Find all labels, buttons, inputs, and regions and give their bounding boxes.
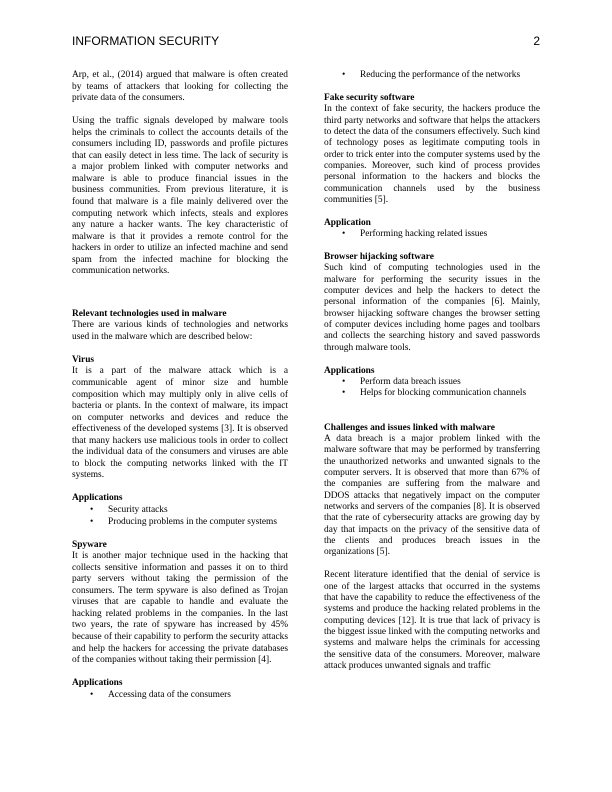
virus-applications-list: [72, 505, 288, 528]
bullet-icon: •: [342, 70, 346, 80]
bullet-icon: •: [342, 376, 346, 387]
spyware-paragraph: It is another major technique used in the hacking that collects sensitive information and passes it on to third party servers without taking the permission of the consumers. The term spyware is also defined as Trojan viruses that are capable to handle and evaluate the hacking related problems in the companies. In the last two years, the rate of spyware has increased by 45% because of their capability to perform the security attacks and help the hackers for accessing the private databases of the companies without taking their permission [4].: [72, 551, 288, 666]
intro-paragraph: Arp, et al., (2014) argued that malware is often created by teams of attackers that looking for collecting the private data of the consumers.: [72, 70, 288, 104]
fake-security-heading: Fake security software: [324, 92, 415, 103]
list-item: • Security attacks: [90, 505, 168, 515]
fake-security-paragraph: In the context of fake security, the hackers produce the third party networks and software that helps the attackers to detect the data of the consumers effectively. Such kind of technology poses as legitimate computing tools in order to trick enter into the computer systems used by the companies. Moreover, such kind of process provides personal information to the hackers and blocks the communication channels used by the business communities [5].: [324, 104, 540, 205]
list-item: • Performing hacking related issues: [342, 229, 488, 240]
right-column: [324, 70, 540, 672]
spyware-applications-heading: Applications: [72, 678, 123, 689]
list-item: • Accessing data of the consumers: [90, 689, 231, 700]
page-header: [72, 34, 540, 50]
bullet-icon: •: [90, 516, 94, 527]
spyware-heading: Spyware: [72, 539, 107, 550]
virus-paragraph: It is a part of the malware attack which is a communicable agent of minor size and humble composition which may multiply only in alive cells of bacteria or plants. In the context of malware, its impact on computer networks and devices and reduce the effectiveness of the developed systems [3]. It is observed that many hackers use malicious tools in order to collect the individual data of the consumers and viruses are able to block the computing networks linked with the IT systems.: [72, 366, 288, 481]
bullet-icon: •: [90, 505, 94, 515]
relevant-technologies-heading: Relevant technologies used in malware: [72, 308, 227, 319]
page-number: 2: [533, 34, 540, 48]
running-head-title: INFORMATION SECURITY: [72, 34, 220, 48]
virus-heading: Virus: [72, 354, 95, 365]
list-item: • Perform data breach issues: [342, 376, 461, 387]
challenges-paragraph: A data breach is a major problem linked with the malware software that may be performed by transferring the unauthorized networks and unwanted signals to the computer servers. It is observed that more than 67% of the companies are suffering from the malware and DDOS attacks that negatively impact on the computer networks and servers of the companies [8]. It is observed that the rate of cybersecurity attacks are growing day by day that impacts on the privacy of the sensitive data of the clients and produces breach issues in the organizations [5].: [324, 433, 540, 558]
bullet-icon: •: [342, 388, 346, 399]
browser-hijacking-applications-list: [324, 377, 540, 400]
spyware-applications-list: [72, 690, 288, 702]
relevant-technologies-text: There are various kinds of technologies and networks used in the malware which are described below:: [72, 320, 288, 342]
list-item: • Helps for blocking communication channels: [342, 388, 527, 399]
browser-hijacking-heading: Browser hijacking software: [324, 251, 434, 262]
traffic-paragraph: Using the traffic signals developed by malware tools helps the criminals to collect the accounts details of the consumers including ID, passwords and profile pictures that can easily detect in less time. The lack of security is a major problem linked with computer networks and malware is able to produce financial issues in the business communities. From previous literature, it is found that malware is a file mainly delivered over the computing network which infects, steals and explores any nature a hacker wants. The key characteristic of malware is that it provides a remote control for the hackers in order to utilize an infected machine and send spam from the infected machine for blocking the communication networks.: [72, 116, 288, 277]
recent-literature-paragraph: Recent literature identified that the denial of service is one of the largest attacks that occurred in the systems that have the capability to reduce the effectiveness of the systems and produce the hacking related problems in the computing devices [12]. It is true that lack of privacy is the biggest issue linked with the computing networks and systems and malware helps the criminals for accessing the sensitive data of the consumers. Moreover, malware attack produces unwanted signals and traffic: [324, 570, 540, 671]
bullet-icon: •: [90, 689, 94, 700]
browser-hijacking-applications-heading: Applications: [324, 365, 375, 376]
list-item: • Producing problems in the computer systems: [90, 516, 277, 527]
challenges-heading: Challenges and issues linked with malware: [324, 422, 495, 433]
fake-security-application-list: [324, 229, 540, 240]
bullet-icon: •: [342, 229, 346, 240]
spyware-applications-list-continued: [324, 70, 540, 81]
fake-security-application-heading: Application: [324, 217, 371, 228]
browser-hijacking-paragraph: Such kind of computing technologies used in the malware for performing the security issues in the computer devices and help the hackers to detect the personal information of the companies [6]. Mainly, browser hijacking software changes the browser setting of computer devices including home pages and toolbars and collects the searching history and saved passwords through malware tools.: [324, 263, 540, 353]
virus-applications-heading: Applications: [72, 493, 123, 504]
left-column: [72, 70, 288, 701]
list-item: • Reducing the performance of the networks: [342, 70, 521, 80]
